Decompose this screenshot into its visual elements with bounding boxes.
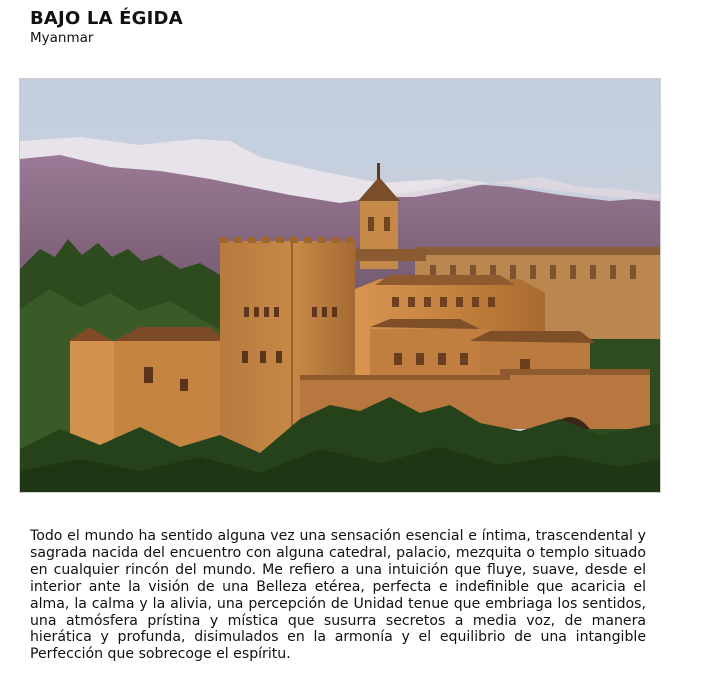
article-header [30,8,183,47]
article-body: Todo el mundo ha sentido alguna vez una sensación esencial e íntima, trascendental y sagrada nacida del encuentro con alguna catedral, palacio, mezquita o templo situado en cualquier rincón del mundo. Me refiero a una intuición que fluye, suave, desde el interior ante la visión de una Belleza etérea, perfecta e indefinible que acaricia el alma, la calma y la alivia, una percepción de Unidad tenue que embriaga los sentidos, una atmósfera prístina y mística que susurra secretos a media voz, de manera hierática y profunda, disimulados en la armonía y el equilibrio de una intangible Perfección que sobrecoge el espíritu. [30,528,646,663]
article-subtitle: Myanmar [30,30,94,46]
alhambra-photo [19,78,661,493]
article-title: BAJO LA ÉGIDA [30,8,183,29]
